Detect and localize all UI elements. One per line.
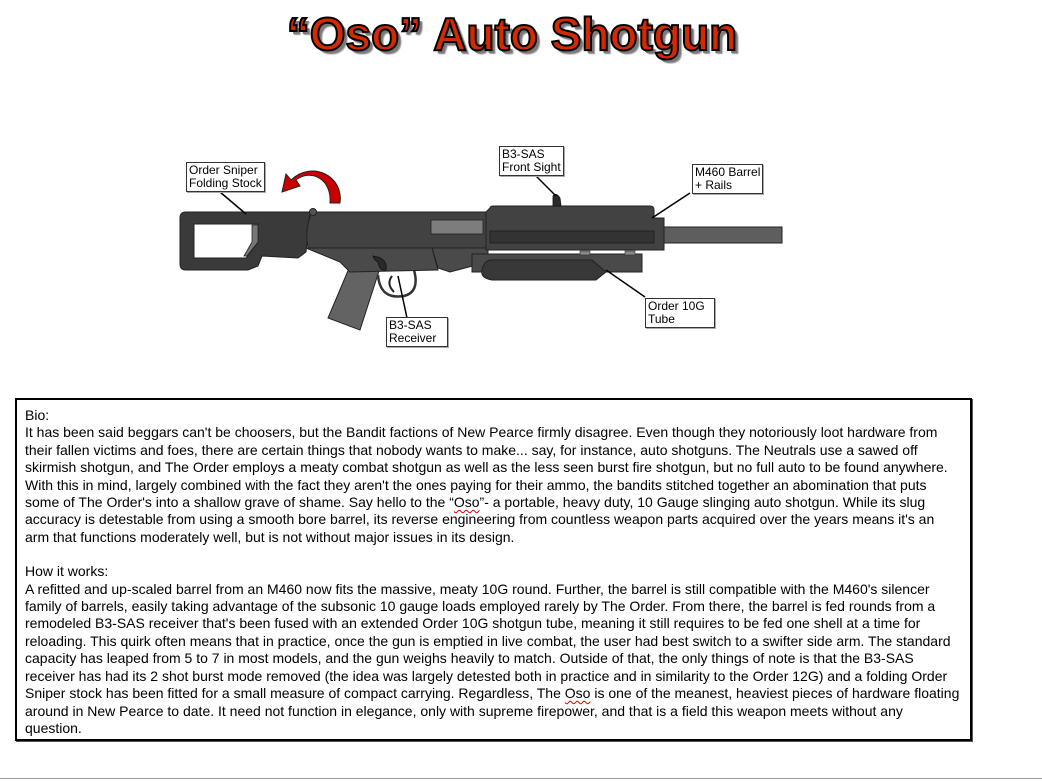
callout-front-sight [499, 146, 564, 176]
how-it-works-paragraph [25, 581, 962, 738]
callout-line: B3-SAS [389, 318, 432, 332]
callout-line: B3-SAS [502, 147, 545, 161]
callout-line: Order Sniper [189, 163, 258, 177]
callout-line: Order 10G [648, 299, 705, 313]
bio-paragraph [25, 424, 962, 546]
pistol-grip [328, 266, 380, 330]
bio-text: It has been said beggars can't be choosers, but the Bandit factions of New Pearce firmly disagree. Even though they notoriously loot hardware from their fallen victims and foes, there are certain things that nobody wants to make... say, for instance, auto shotguns. The Neutrals use a sawed off skirmish shotgun, and The Order employs a meaty combat shotgun as well as the less seen burst fire shotgun, but no full auto to be found anywhere. With this in mind, largely combined with the fact they aren't the ones paying for their ammo, the bandits stitched together an abomination that puts some of The Order's into a shallow grave of shame. Say hello to the “ [25, 424, 948, 511]
bio-heading: Bio: [25, 407, 50, 423]
spellcheck-word: Oso [564, 685, 591, 702]
callout-stock [186, 162, 265, 192]
bio-text: ”- a portable, heavy duty, 10 Gauge slinging auto shotgun. While its slug accuracy is detestable from using a smooth bore barrel, its reverse engineering from countless weapon parts acquired over the years means it's an arm that functions moderately well, but is not without major issues in its design. [25, 494, 935, 545]
callout-line: Folding Stock [189, 176, 262, 190]
fold-arrow-icon [282, 171, 340, 203]
callout-line: Receiver [389, 331, 437, 345]
how-it-works-text: is one of the meanest, heaviest pieces of hardware floating around in New Pearce to date. It need not function in elegance, only with supreme firepower, and that is a field this weapon meets without any question. [25, 685, 960, 736]
callout-line: + Rails [695, 178, 733, 192]
ejection-window [431, 220, 483, 234]
callout-line: M460 Barrel [695, 165, 761, 179]
how-it-works-heading: How it works: [25, 563, 109, 580]
tube [482, 260, 606, 280]
barrel [664, 227, 782, 243]
spellcheck-word: Oso [453, 494, 480, 511]
page-title: “Oso” Auto Shotgun [286, 8, 738, 60]
callout-line: Tube [648, 312, 675, 326]
callout-barrel [692, 164, 763, 194]
page-bottom-rule [0, 778, 1042, 779]
callout-receiver [386, 317, 448, 347]
callout-line: Front Sight [502, 160, 561, 174]
callout-tube [645, 298, 715, 328]
front-sight [553, 194, 561, 206]
how-it-works-text: A refitted and up-scaled barrel from an M460 now fits the massive, meaty 10G round. Further, the barrel is still compatible with the M460's silencer family of barrels, easily taking advantage of the subsonic 10 gauge loads employed rarely by The Order. From there, the barrel is fed rounds from a remodeled B3-SAS receiver that's been fused with an extended Order 10G shotgun tube, meaning it still requires to be fed one shell at a time for reloading. This quirk often means that in practice, once the gun is emptied in live combat, the user had best switch to a swifter side arm. The standard capacity has leaped from 5 to 7 in most models, and the gun weighs heavily to match. Outside of that, the only things of note is that the B3-SAS receiver has had its 2 shot burst mode removed (the idea was largely detested both in practice and in similarity to the Order 12G) and a folding Order Sniper stock has been fitted for a small measure of compact carrying. Regardless, The [25, 580, 951, 702]
description-box [15, 398, 972, 741]
